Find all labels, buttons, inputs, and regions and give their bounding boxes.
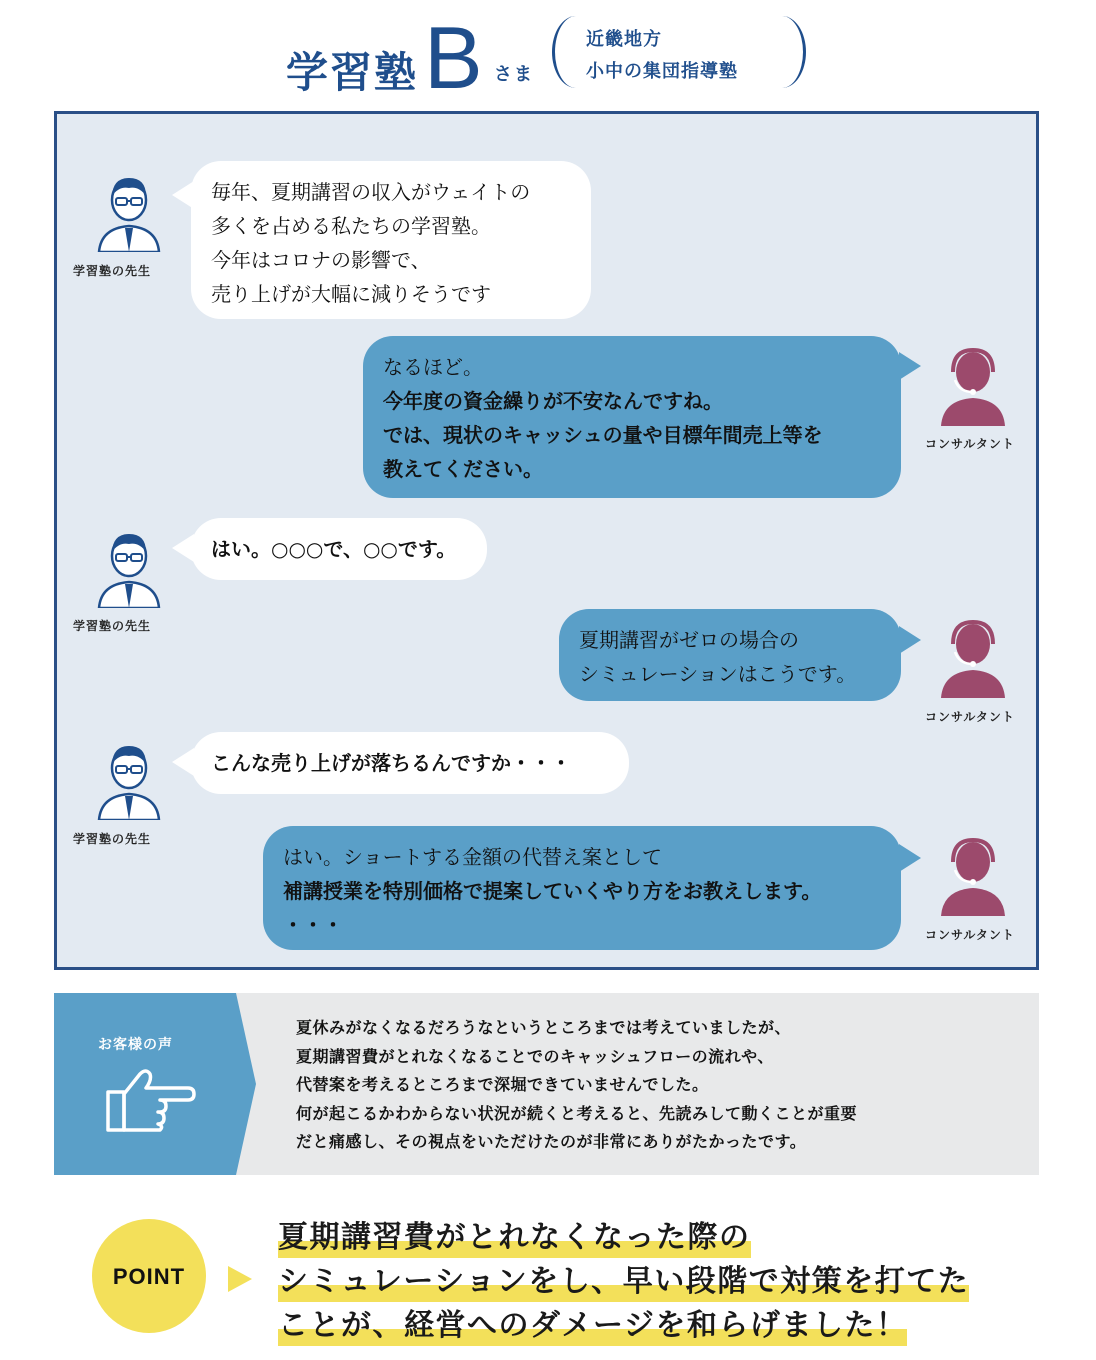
consultant-name: コンサルタント: [925, 437, 1015, 451]
message-line: 補講授業を特別価格で提案していくやり方をお教えします。: [283, 879, 822, 903]
point-line: シミュレーションをし、早い段階で対策を打てた: [278, 1262, 969, 1302]
teacher-avatar-icon: [89, 524, 169, 608]
left-parenthesis: [552, 16, 578, 88]
bubble-tail: [899, 352, 921, 380]
voice-line: だと痛感し、その視点をいただけたのが非常にありがたかったです。: [296, 1132, 807, 1151]
message-line: はい。○○○で、○○です。: [211, 537, 457, 561]
header-title: 学習塾: [286, 48, 419, 97]
consultant-avatar-icon: [933, 342, 1013, 426]
message-line: 売り上げが大幅に減りそうです: [211, 282, 491, 306]
header-subtitle: [586, 24, 738, 88]
message-line: シミュレーションはこうです。: [579, 662, 857, 686]
message-bubble-teacher: [191, 518, 487, 580]
point-arrow-icon: [228, 1266, 252, 1292]
message-line: 多くを占める私たちの学習塾。: [211, 214, 491, 238]
message-line: ・・・: [283, 913, 343, 937]
message-line: 今年はコロナの影響で、: [211, 248, 431, 272]
message-line: では、現状のキャッシュの量や目標年間売上等を: [383, 423, 823, 447]
teacher-avatar-icon: [89, 736, 169, 820]
message-bubble-consultant: [263, 826, 901, 950]
pointing-hand-icon: [104, 1064, 196, 1136]
voice-line: 何が起こるかわからない状況が続くと考えると、先読みして動くことが重要: [296, 1103, 858, 1123]
message-line: 夏期講習がゼロの場合の: [579, 628, 799, 652]
teacher-avatar-icon: [89, 168, 169, 252]
teacher-name: 学習塾の先生: [73, 619, 152, 633]
customer-voice-label: お客様の声: [98, 1037, 173, 1053]
teacher-name: 学習塾の先生: [73, 832, 152, 846]
right-parenthesis: [780, 16, 806, 88]
point-label: POINT: [112, 1264, 186, 1289]
consultant-avatar-icon: [933, 614, 1013, 698]
voice-line: 代替案を考えるところまで深堀できていませんでした。: [296, 1075, 709, 1094]
customer-voice-text: [296, 1014, 857, 1157]
header-school-type: 小中の集団指導塾: [586, 61, 738, 82]
header-letter: B: [424, 8, 483, 107]
teacher-name: 学習塾の先生: [73, 264, 152, 278]
header-honorific: さま: [494, 64, 534, 85]
message-line: なるほど。: [383, 355, 483, 379]
consultant-name: コンサルタント: [925, 710, 1015, 724]
message-bubble-consultant: [363, 336, 901, 498]
point-line: ことが、経営へのダメージを和らげました！: [278, 1306, 907, 1346]
point-line: 夏期講習費がとれなくなった際の: [278, 1218, 751, 1258]
conversation-panel: [54, 111, 1039, 970]
message-bubble-teacher: [191, 732, 629, 794]
consultant-name: コンサルタント: [925, 928, 1015, 942]
voice-line: 夏休みがなくなるだろうなというところまでは考えていましたが、: [296, 1018, 792, 1037]
message-bubble-consultant: [559, 609, 901, 701]
consultant-avatar-icon: [933, 832, 1013, 916]
message-bubble-teacher: [191, 161, 591, 319]
message-line: こんな売り上げが落ちるんですか・・・: [211, 751, 571, 775]
message-line: はい。ショートする金額の代替え案として: [283, 845, 662, 869]
message-line: 今年度の資金繰りが不安なんですね。: [383, 389, 723, 413]
message-line: 教えてください。: [383, 457, 543, 481]
message-line: 毎年、夏期講習の収入がウェイトの: [211, 180, 531, 204]
header-region: 近畿地方: [586, 29, 662, 50]
bubble-tail: [899, 844, 921, 872]
voice-line: 夏期講習費がとれなくなることでのキャッシュフローの流れや、: [296, 1046, 774, 1066]
bubble-tail: [899, 626, 921, 654]
